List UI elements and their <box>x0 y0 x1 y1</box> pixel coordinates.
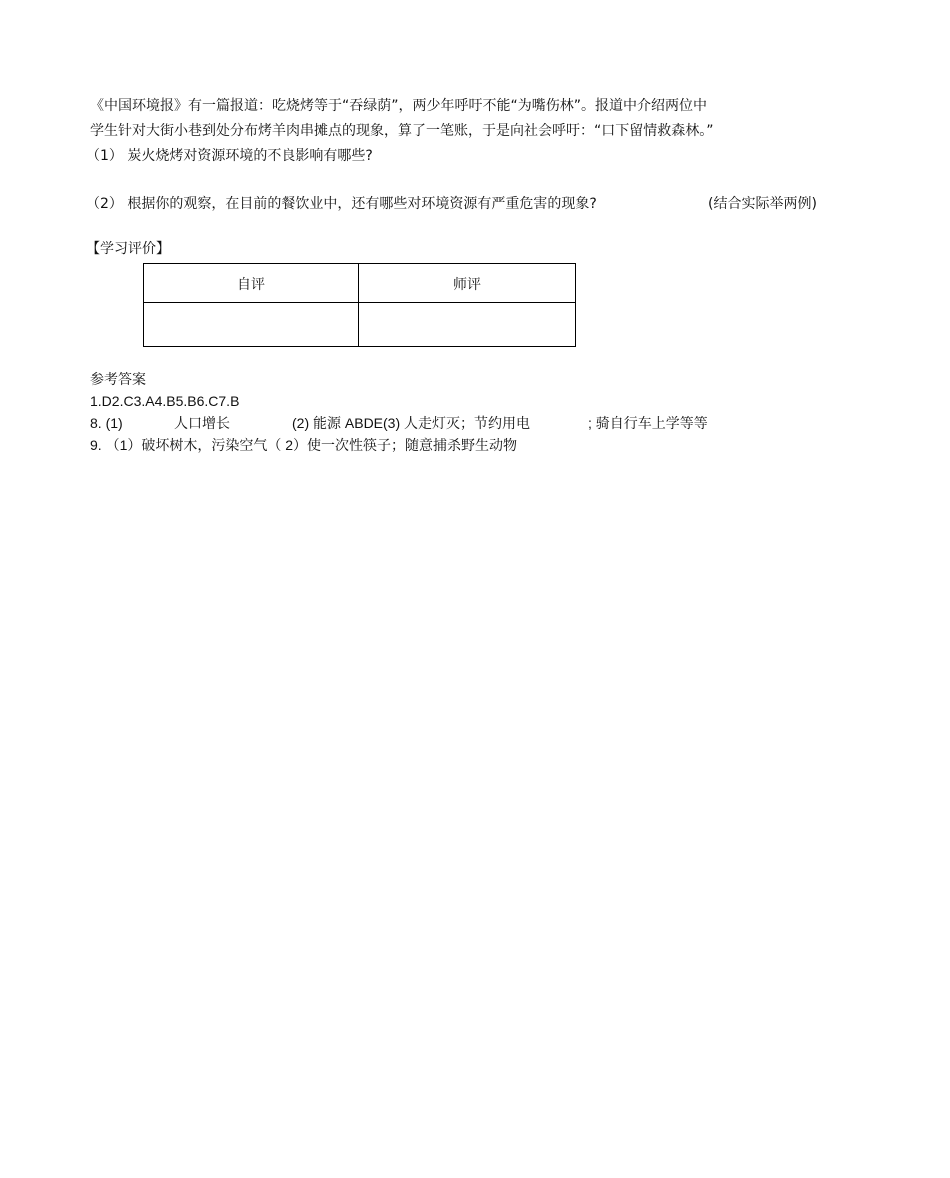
evaluation-title: 【学习评价】 <box>86 241 170 257</box>
self-evaluation-header: 自评 <box>237 277 265 293</box>
question-2: （2） 根据你的观察，在目前的餐饮业中，还有哪些对环境资源有严重危害的现象? <box>86 196 597 212</box>
answers-title: 参考答案 <box>90 372 146 388</box>
teacher-evaluation-cell[interactable] <box>359 303 575 347</box>
answers-line-2d: ; 骑自行车上学等等 <box>588 415 708 431</box>
passage-line-2: 学生针对大街小巷到处分布烤羊肉串摊点的现象，算了一笔账，于是向社会呼吁：“口下留情救森林。” <box>90 123 714 139</box>
answers-line-3: 9. （1）破坏树木，污染空气（ 2）使一次性筷子；随意捕杀野生动物 <box>90 437 518 453</box>
teacher-evaluation-header: 师评 <box>453 277 481 293</box>
question-1: （1） 炭火烧烤对资源环境的不良影响有哪些? <box>86 148 373 164</box>
answers-line-2c: (2) 能源 ABDE(3) 人走灯灭；节约用电 <box>292 415 531 431</box>
question-2-note: (结合实际举两例) <box>708 196 817 212</box>
self-evaluation-cell[interactable] <box>144 303 358 347</box>
answers-line-2a: 8. (1) <box>90 415 123 431</box>
passage-line-1: 《中国环境报》有一篇报道：吃烧烤等于“吞绿荫”，两少年呼吁不能“为嘴伤林”。报道中介绍两位中 <box>90 98 708 114</box>
answers-line-2b: 人口增长 <box>174 415 230 431</box>
answers-line-1: 1.D2.C3.A4.B5.B6.C7.B <box>90 393 240 409</box>
evaluation-table <box>143 263 576 347</box>
